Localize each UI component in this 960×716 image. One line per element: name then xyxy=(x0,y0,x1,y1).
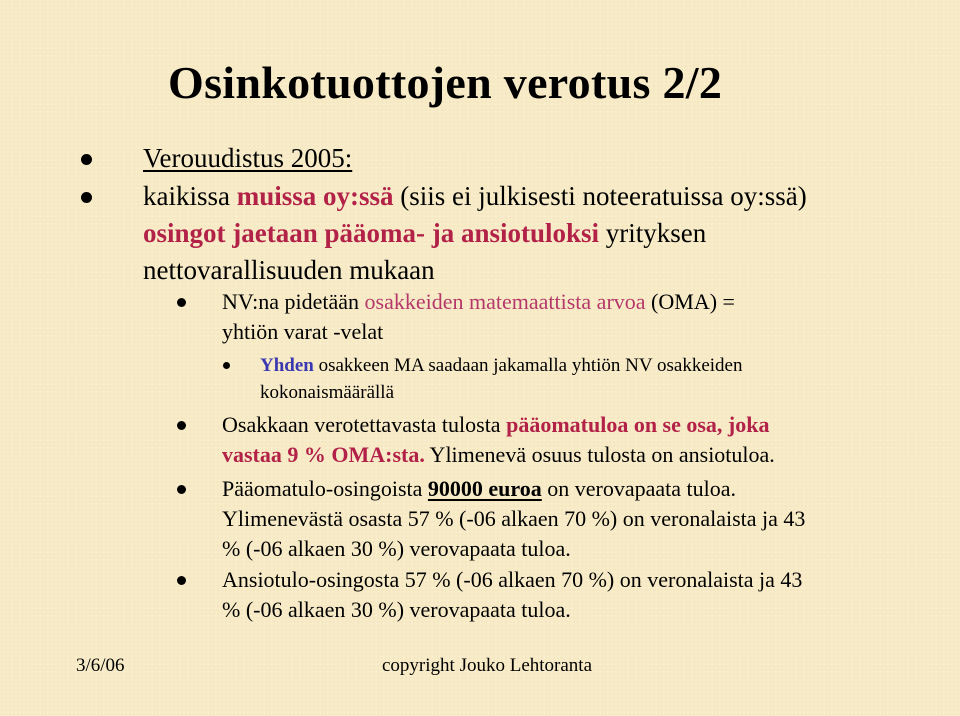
highlight-text: pääomatuloa on se osa, joka xyxy=(506,412,770,437)
bullet-dot-icon xyxy=(177,421,186,430)
highlight-text: vastaa 9 % OMA:sta. xyxy=(222,442,425,467)
text-span: % (-06 alkaen 30 %) verovapaata tuloa. xyxy=(222,597,571,622)
text-span: (OMA) = xyxy=(645,289,735,314)
subbullet-osakkaan xyxy=(222,410,775,470)
highlight-text: 90000 euroa xyxy=(427,476,542,501)
bullet-dot-icon xyxy=(177,576,186,585)
highlight-text: muissa oy:ssä xyxy=(236,181,394,211)
text-span: nettovarallisuuden mukaan xyxy=(143,255,435,285)
highlight-text: Yhden xyxy=(260,355,314,376)
highlight-text: osakkeiden matemaattista arvoa xyxy=(364,289,646,314)
slide-title: Osinkotuottojen verotus 2/2 xyxy=(168,57,723,108)
text-span: (siis ei julkisesti noteeratuissa oy:ssä) xyxy=(393,181,807,211)
text-span: Ylimenevästä osasta 57 % (-06 alkaen 70 %) on veronalaista ja 43 xyxy=(222,506,806,531)
text-span: Ansiotulo-osingosta 57 % (-06 alkaen 70 %) on veronalaista ja 43 xyxy=(222,567,803,592)
footer-copyright: copyright Jouko Lehtoranta xyxy=(382,655,593,676)
text-span: Osakkaan verotettavasta tulosta xyxy=(222,412,507,437)
text-span: NV:na pidetään xyxy=(222,289,365,314)
footer-date: 3/6/06 xyxy=(76,655,125,676)
text-span: Pääomatulo-osingoista xyxy=(222,476,428,501)
highlight-text: osingot jaetaan pääoma- ja ansiotuloksi xyxy=(143,218,600,248)
text-span: % (-06 alkaen 30 %) verovapaata tuloa. xyxy=(222,536,571,561)
subbullet-nv xyxy=(222,287,735,347)
text-span: kaikissa xyxy=(143,181,237,211)
text-span: yhtiön varat -velat xyxy=(222,319,384,344)
bullet-verouudistus xyxy=(143,140,352,177)
text-span: on verovapaata tuloa. xyxy=(541,476,737,501)
bullet-dot-icon xyxy=(81,154,92,165)
subsubbullet-yhden xyxy=(260,352,742,406)
bullet-dot-icon xyxy=(223,362,230,369)
bullet-dot-icon xyxy=(81,192,92,203)
text-span: osakkeen MA saadaan jakamalla yhtiön NV osakkeiden xyxy=(313,355,743,376)
text-span: yrityksen xyxy=(599,218,707,248)
bullet-dot-icon xyxy=(177,298,186,307)
text-span: kokonaismäärällä xyxy=(260,382,395,403)
subbullet-paaomatulo xyxy=(222,474,805,564)
bullet-dot-icon xyxy=(177,485,186,494)
bullet-osingot xyxy=(143,178,807,289)
text-span: Ylimenevä osuus tulosta on ansiotuloa. xyxy=(424,442,775,467)
subbullet-ansiotulo xyxy=(222,565,802,625)
bullet-text: Verouudistus 2005: xyxy=(143,143,353,173)
